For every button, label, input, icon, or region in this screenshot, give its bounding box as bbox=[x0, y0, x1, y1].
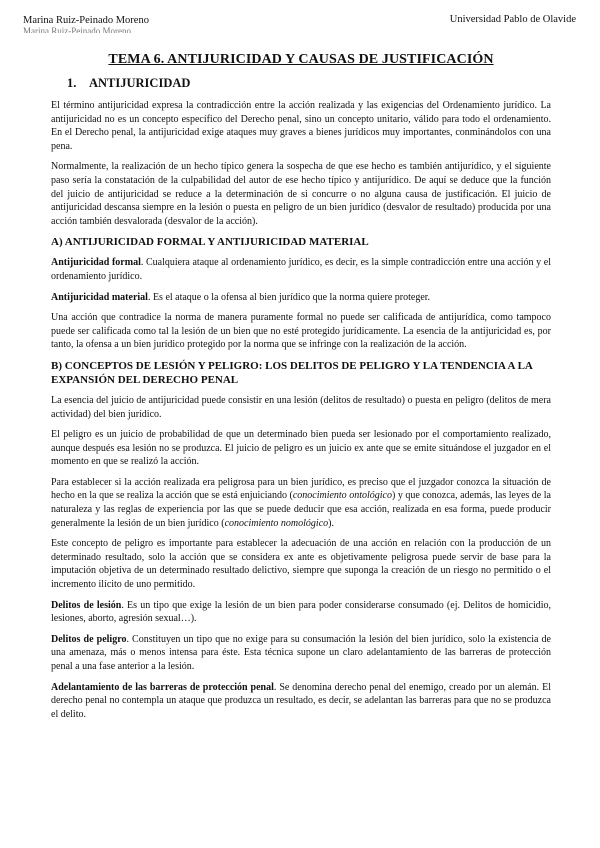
paragraph-danger-crimes bbox=[51, 633, 551, 674]
header-university: Universidad Pablo de Olavide bbox=[449, 14, 576, 25]
paragraph-essence: Una acción que contradice la norma de manera puramente formal no puede ser calificada de antijurídica, como tampoco puede ser calificada como tal la lesión de un bien que no esté protegido jurídicamente. La esencia de la antijuricidad es, por tanto, la ofensa a un bien jurídico protegido por la norma que se infringe con la realización de la acción. bbox=[51, 312, 551, 351]
term-injury-crimes: Delitos de lesión bbox=[51, 599, 122, 611]
text-knowledge-c: ). bbox=[328, 517, 334, 529]
section-1-title: ANTIJURICIDAD bbox=[89, 76, 191, 90]
text-nomological: conocimiento nomológico bbox=[224, 517, 329, 529]
text-knowledge-b: ) y que conozca, además, las leyes de la naturaleza y las reglas de experiencia por las que se puede deducir que esa acción, realizada en esa forma, puede producir generalmente la lesión de un bien jurídico ( bbox=[51, 490, 551, 529]
text-ontological: conocimiento ontológico bbox=[292, 490, 392, 502]
text-knowledge-a: Para establecer si la acción realizada era peligrosa para un bien jurídico, es preciso que el juzgador conozca la situación de hecho en la que se realiza la acción que se está enjuiciando ( bbox=[51, 476, 551, 502]
paragraph-knowledge bbox=[51, 476, 551, 530]
paragraph-injury-crimes bbox=[51, 599, 551, 626]
term-barriers: Adelantamiento de las barreras de protección penal bbox=[51, 681, 274, 693]
document-body bbox=[51, 51, 551, 728]
text-barriers: . Se denomina derecho penal del enemigo, creado por un alemán. El derecho penal no contempla un ataque que produzca un resultado, es decir, se adelantan las barreras para que no se produzca el delito. bbox=[51, 681, 551, 720]
header-author-ghost: Marina Ruiz-Peinado Moreno bbox=[23, 27, 131, 33]
text-injury-crimes: . Es un tipo que exige la lesión de un bien para poder considerarse consumado (ej. Delitos de homicidio, lesiones, aborto, agresión sexual…). bbox=[51, 599, 551, 625]
paragraph-danger-judgement: El peligro es un juicio de probabilidad de que un determinado bien pueda ser lesionado por el comportamiento realizado, aunque después esa lesión no se produzca. El juicio de peligro es un juicio ex ante que se emite situándose el juzgador en el momento en que se realizó la acción. bbox=[51, 429, 551, 468]
section-1-heading bbox=[67, 75, 551, 91]
paragraph-formal bbox=[51, 256, 551, 283]
header-author: Marina Ruiz-Peinado Moreno bbox=[23, 15, 149, 26]
term-formal: Antijuricidad formal bbox=[51, 257, 141, 269]
term-material: Antijuricidad material bbox=[51, 291, 148, 303]
paragraph-injury-danger: La esencia del juicio de antijuricidad puede consistir en una lesión (delitos de resultado) o puesta en peligro (delitos de mera actividad) del bien jurídico. bbox=[51, 394, 551, 420]
section-a-heading: A) ANTIJURICIDAD FORMAL Y ANTIJURICIDAD MATERIAL bbox=[51, 236, 369, 249]
text-formal: . Cualquiera ataque al ordenamiento jurídico, es decir, es la simple contradicción entre una acción y el ordenamiento jurídico. bbox=[51, 257, 552, 282]
section-1-number: 1. bbox=[67, 76, 77, 90]
text-danger-crimes: . Constituyen un tipo que no exige para su consumación la lesión del bien jurídico, solo la existencia de una amenaza, más o menos intensa para éste. Esta técnica supone un claro adelantamiento de las barreras de protección penal a una fase anterior a la lesión. bbox=[51, 633, 551, 672]
paragraph-danger-concept: Este concepto de peligro es importante para establecer la adecuación de una acción en relación con la producción de un determinado resultado, solo la acción que se considera ex ante es objetivamente peligrosa puede servir de base para la imputación objetiva de un determinado resultado delictivo, siempre que suponga la creación de un riesgo no permitido o el incremento ilícito de uno permitido. bbox=[51, 538, 551, 591]
paragraph-definition: El término antijuricidad expresa la contradicción entre la acción realizada y las exigencias del Ordenamiento jurídico. La antijuricidad no es un concepto específico del Derecho penal, sino un concepto unitario, válido para todo el ordenamiento. En el Derecho penal, la antijuricidad exige ataques muy graves a bienes jurídicos muy importantes, conminándolos con una pena. bbox=[51, 100, 551, 152]
document-title: TEMA 6. ANTIJURICIDAD Y CAUSAS DE JUSTIFICACIÓN bbox=[108, 52, 494, 67]
text-material: . Es el ataque o la ofensa al bien jurídico que la norma quiere proteger. bbox=[147, 291, 431, 303]
term-danger-crimes: Delitos de peligro bbox=[51, 633, 127, 645]
paragraph-barriers bbox=[51, 681, 551, 722]
paragraph-judgement: Normalmente, la realización de un hecho típico genera la sospecha de que ese hecho es también antijurídico, y el siguiente paso sería la constatación de la culpabilidad del autor de ese hecho típico y antijurídico. De aquí se deduce que la función del juicio de antijuricidad se reduce a la determinación de si concurre o no alguna causa de justificación. El juicio de antijuricidad descansa siempre en la lesión o puesta en peligro de un bien jurídico (desvalor de resultado) producida por una acción también desvalorada (desvalor de la acción). bbox=[51, 161, 551, 227]
paragraph-material bbox=[51, 291, 551, 305]
header-author-block bbox=[23, 14, 149, 33]
section-b-heading: B) CONCEPTOS DE LESIÓN Y PELIGRO: LOS DELITOS DE PELIGRO Y LA TENDENCIA A LA EXPANSIÓN DEL DERECHO PENAL bbox=[51, 359, 533, 386]
